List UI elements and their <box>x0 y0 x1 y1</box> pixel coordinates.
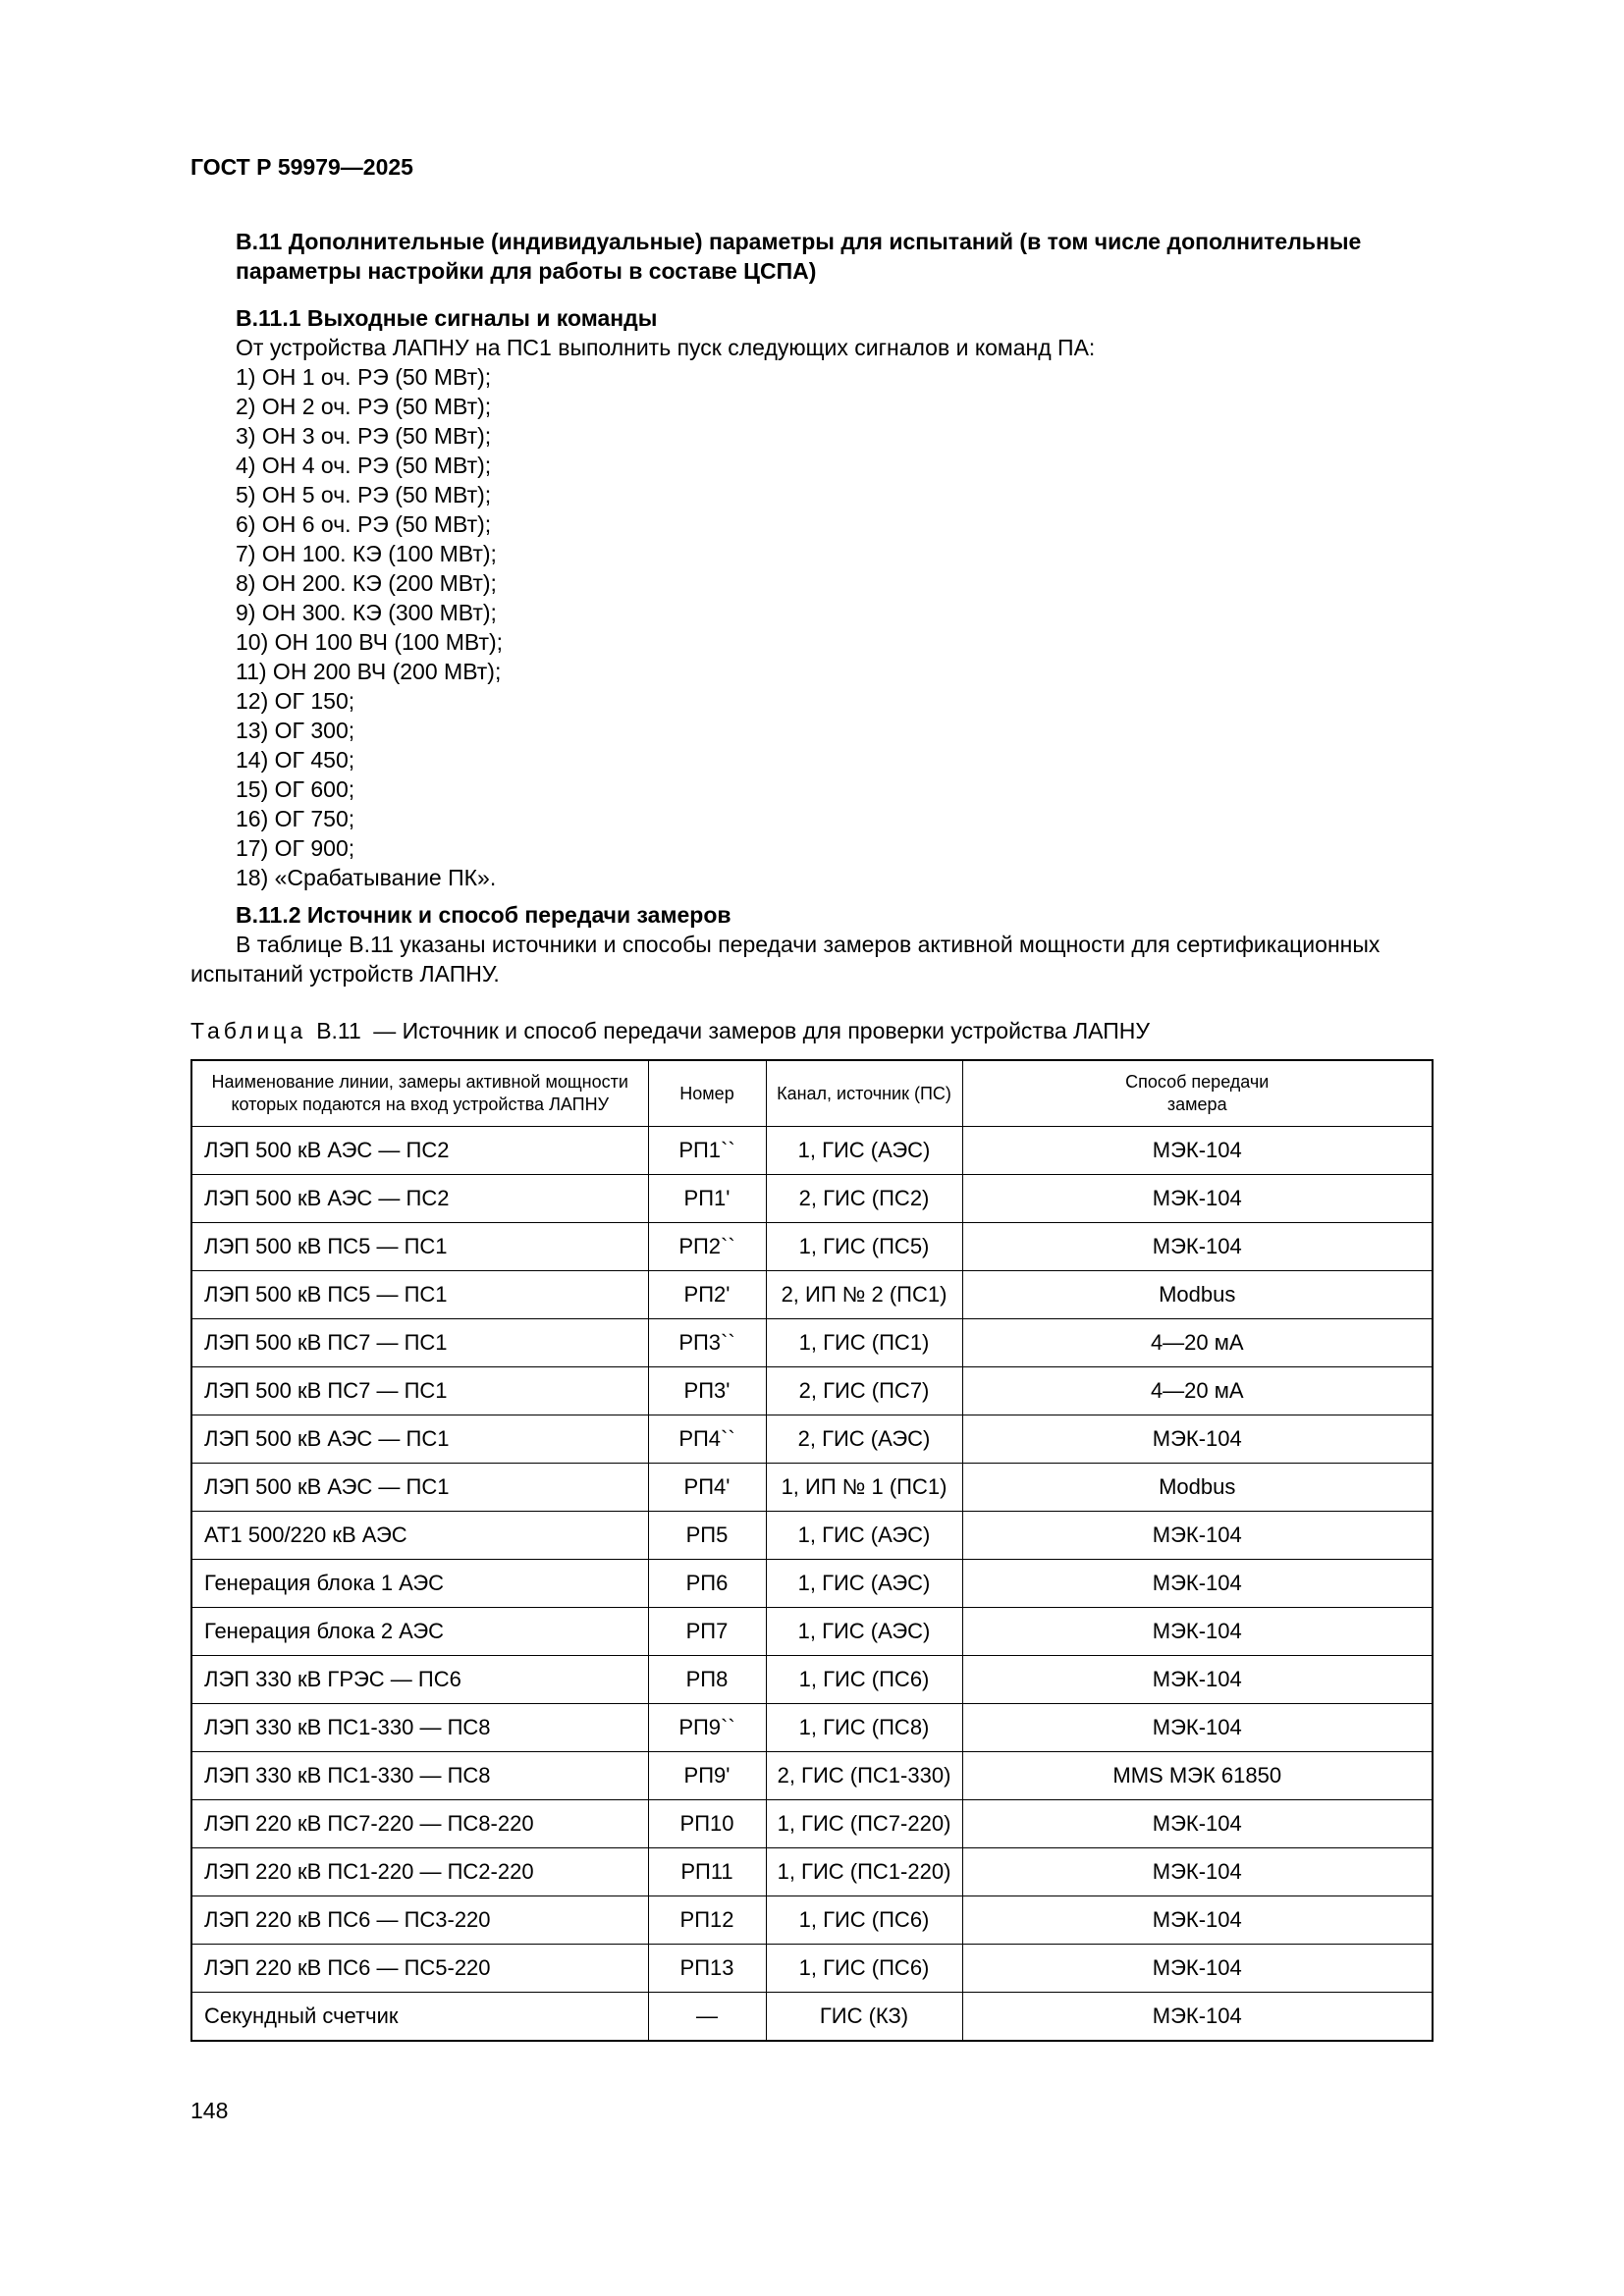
table-cell: ЛЭП 330 кВ ПС1-330 — ПС8 <box>191 1704 648 1752</box>
table-cell: РП9' <box>648 1752 766 1800</box>
table-cell: РП4`` <box>648 1415 766 1464</box>
table-row <box>191 1656 1433 1704</box>
table-cell: Секундный счетчик <box>191 1993 648 2042</box>
table-cell: ЛЭП 500 кВ АЭС — ПС1 <box>191 1415 648 1464</box>
table-cell: РП10 <box>648 1800 766 1848</box>
table-cell: РП5 <box>648 1512 766 1560</box>
col-header-number: Номер <box>648 1060 766 1127</box>
table-cell: 1, ГИС (ПС1-220) <box>766 1848 962 1896</box>
signal-list-item: 12) ОГ 150; <box>236 688 355 714</box>
table-cell: ЛЭП 500 кВ АЭС — ПС1 <box>191 1464 648 1512</box>
table-cell: 4—20 мА <box>962 1319 1433 1367</box>
table-row <box>191 1945 1433 1993</box>
table-cell: РП2' <box>648 1271 766 1319</box>
signal-list-item: 2) ОН 2 оч. РЭ (50 МВт); <box>236 394 492 419</box>
table-cell: 4—20 мА <box>962 1367 1433 1415</box>
table-cell: 1, ГИС (ПС6) <box>766 1656 962 1704</box>
table-cell: РП8 <box>648 1656 766 1704</box>
col-header-channel-source: Канал, источник (ПС) <box>766 1060 962 1127</box>
signal-list-item: 6) ОН 6 оч. РЭ (50 МВт); <box>236 511 492 537</box>
table-cell: — <box>648 1993 766 2042</box>
table-cell: ГИС (КЗ) <box>766 1993 962 2042</box>
table-cell: ЛЭП 500 кВ ПС5 — ПС1 <box>191 1223 648 1271</box>
table-cell: МЭК-104 <box>962 1415 1433 1464</box>
table-cell: Modbus <box>962 1271 1433 1319</box>
table-cell: РП4' <box>648 1464 766 1512</box>
heading-b112: В.11.2 Источник и способ передачи замеров <box>236 902 731 928</box>
table-header-row <box>191 1060 1433 1127</box>
table-cell: 1, ГИС (АЭС) <box>766 1608 962 1656</box>
table-cell: МЭК-104 <box>962 1993 1433 2042</box>
paragraph-b111-intro: От устройства ЛАПНУ на ПС1 выполнить пуск следующих сигналов и команд ПА: <box>236 335 1096 360</box>
table-row <box>191 1704 1433 1752</box>
table-cell: Генерация блока 1 АЭС <box>191 1560 648 1608</box>
signal-list-item: 3) ОН 3 оч. РЭ (50 МВт); <box>236 423 492 449</box>
table-cell: 1, ГИС (ПС1) <box>766 1319 962 1367</box>
table-cell: 2, ИП № 2 (ПС1) <box>766 1271 962 1319</box>
signal-list-item: 13) ОГ 300; <box>236 718 355 743</box>
table-cell: МЭК-104 <box>962 1704 1433 1752</box>
table-cell: 1, ГИС (АЭС) <box>766 1560 962 1608</box>
table-cell: РП9`` <box>648 1704 766 1752</box>
table-cell: МЭК-104 <box>962 1223 1433 1271</box>
table-cell: 1, ГИС (ПС8) <box>766 1704 962 1752</box>
table-cell: 2, ГИС (ПС2) <box>766 1175 962 1223</box>
table-cell: ЛЭП 500 кВ ПС5 — ПС1 <box>191 1271 648 1319</box>
table-cell: МЭК-104 <box>962 1656 1433 1704</box>
table-caption-number: В.11 <box>316 1018 361 1043</box>
table-cell: 1, ГИС (ПС6) <box>766 1945 962 1993</box>
table-cell: 2, ГИС (АЭС) <box>766 1415 962 1464</box>
table-row <box>191 1223 1433 1271</box>
signal-list-item: 15) ОГ 600; <box>236 776 355 802</box>
col-header-transfer-method <box>962 1060 1433 1127</box>
signal-list-item: 14) ОГ 450; <box>236 747 355 773</box>
table-cell: ЛЭП 220 кВ ПС6 — ПС5-220 <box>191 1945 648 1993</box>
table-cell: ЛЭП 330 кВ ГРЭС — ПС6 <box>191 1656 648 1704</box>
table-cell: МЭК-104 <box>962 1512 1433 1560</box>
table-row <box>191 1512 1433 1560</box>
heading-b11: В.11 Дополнительные (индивидуальные) параметры для испытаний (в том числе дополнительные параметры настройки для работы в составе ЦСПА) <box>236 229 1362 284</box>
table-caption-word: Таблица <box>190 1018 307 1043</box>
table-cell: РП12 <box>648 1896 766 1945</box>
signal-list-item: 16) ОГ 750; <box>236 806 355 831</box>
table-cell: ЛЭП 220 кВ ПС6 — ПС3-220 <box>191 1896 648 1945</box>
table-cell: 1, ГИС (АЭС) <box>766 1127 962 1175</box>
table-cell: МЭК-104 <box>962 1848 1433 1896</box>
table-cell: ЛЭП 220 кВ ПС1-220 — ПС2-220 <box>191 1848 648 1896</box>
col-header-line-name: Наименование линии, замеры активной мощности которых подаются на вход устройства ЛАПНУ <box>191 1060 648 1127</box>
table-cell: 1, ИП № 1 (ПС1) <box>766 1464 962 1512</box>
table-row <box>191 1319 1433 1367</box>
signal-list-item: 8) ОН 200. КЭ (200 МВт); <box>236 570 497 596</box>
signal-list-item: 1) ОН 1 оч. РЭ (50 МВт); <box>236 364 492 390</box>
col-header-transfer-method-label: Способ передачи замера <box>1125 1072 1270 1114</box>
table-row <box>191 1127 1433 1175</box>
signal-list-item: 4) ОН 4 оч. РЭ (50 МВт); <box>236 453 492 478</box>
table-cell: МЭК-104 <box>962 1800 1433 1848</box>
table-cell: 1, ГИС (ПС5) <box>766 1223 962 1271</box>
table-row <box>191 1560 1433 1608</box>
measurements-table <box>190 1059 1434 2042</box>
table-cell: 1, ГИС (АЭС) <box>766 1512 962 1560</box>
table-cell: МЭК-104 <box>962 1608 1433 1656</box>
table-row <box>191 1800 1433 1848</box>
table-cell: ЛЭП 330 кВ ПС1-330 — ПС8 <box>191 1752 648 1800</box>
table-cell: ЛЭП 500 кВ ПС7 — ПС1 <box>191 1367 648 1415</box>
signal-list-item: 7) ОН 100. КЭ (100 МВт); <box>236 541 497 566</box>
table-cell: РП11 <box>648 1848 766 1896</box>
table-cell: МЭК-104 <box>962 1945 1433 1993</box>
table-row <box>191 1271 1433 1319</box>
table-cell: РП3`` <box>648 1319 766 1367</box>
table-cell: РП1`` <box>648 1127 766 1175</box>
table-cell: ЛЭП 500 кВ ПС7 — ПС1 <box>191 1319 648 1367</box>
table-cell: 2, ГИС (ПС7) <box>766 1367 962 1415</box>
heading-b111: В.11.1 Выходные сигналы и команды <box>236 305 658 331</box>
table-row <box>191 1896 1433 1945</box>
table-cell: ЛЭП 220 кВ ПС7-220 — ПС8-220 <box>191 1800 648 1848</box>
table-row <box>191 1848 1433 1896</box>
table-cell: РП2`` <box>648 1223 766 1271</box>
table-cell: ЛЭП 500 кВ АЭС — ПС2 <box>191 1175 648 1223</box>
signal-list-item: 17) ОГ 900; <box>236 835 355 861</box>
signal-list-item: 11) ОН 200 ВЧ (200 МВт); <box>236 659 502 684</box>
table-row <box>191 1993 1433 2042</box>
table-cell: МЭК-104 <box>962 1560 1433 1608</box>
table-cell: MMS МЭК 61850 <box>962 1752 1433 1800</box>
table-cell: 1, ГИС (ПС7-220) <box>766 1800 962 1848</box>
table-cell: ЛЭП 500 кВ АЭС — ПС2 <box>191 1127 648 1175</box>
signal-list <box>190 362 1434 892</box>
table-row <box>191 1415 1433 1464</box>
table-body <box>191 1127 1433 2042</box>
table-row <box>191 1752 1433 1800</box>
table-cell: 2, ГИС (ПС1-330) <box>766 1752 962 1800</box>
table-cell: Modbus <box>962 1464 1433 1512</box>
table-caption-text: — Источник и способ передачи замеров для проверки устройства ЛАПНУ <box>373 1018 1151 1043</box>
signal-list-item: 5) ОН 5 оч. РЭ (50 МВт); <box>236 482 492 507</box>
table-cell: 1, ГИС (ПС6) <box>766 1896 962 1945</box>
table-cell: РП3' <box>648 1367 766 1415</box>
table-cell: РП13 <box>648 1945 766 1993</box>
table-cell: МЭК-104 <box>962 1127 1433 1175</box>
table-row <box>191 1367 1433 1415</box>
table-row <box>191 1608 1433 1656</box>
table-caption <box>190 1016 1434 1045</box>
table-cell: РП6 <box>648 1560 766 1608</box>
document-code: ГОСТ Р 59979—2025 <box>190 154 413 180</box>
signal-list-item: 10) ОН 100 ВЧ (100 МВт); <box>236 629 504 655</box>
table-cell: МЭК-104 <box>962 1896 1433 1945</box>
page-number: 148 <box>190 2098 229 2123</box>
table-cell: РП1' <box>648 1175 766 1223</box>
signal-list-item: 18) «Срабатывание ПК». <box>236 865 497 890</box>
table-cell: Генерация блока 2 АЭС <box>191 1608 648 1656</box>
table-cell: АТ1 500/220 кВ АЭС <box>191 1512 648 1560</box>
table-cell: РП7 <box>648 1608 766 1656</box>
table-row <box>191 1175 1433 1223</box>
table-row <box>191 1464 1433 1512</box>
signal-list-item: 9) ОН 300. КЭ (300 МВт); <box>236 600 497 625</box>
table-cell: МЭК-104 <box>962 1175 1433 1223</box>
paragraph-b112: В таблице В.11 указаны источники и способы передачи замеров активной мощности для сертификационных испытаний устройств ЛАПНУ. <box>190 932 1380 987</box>
